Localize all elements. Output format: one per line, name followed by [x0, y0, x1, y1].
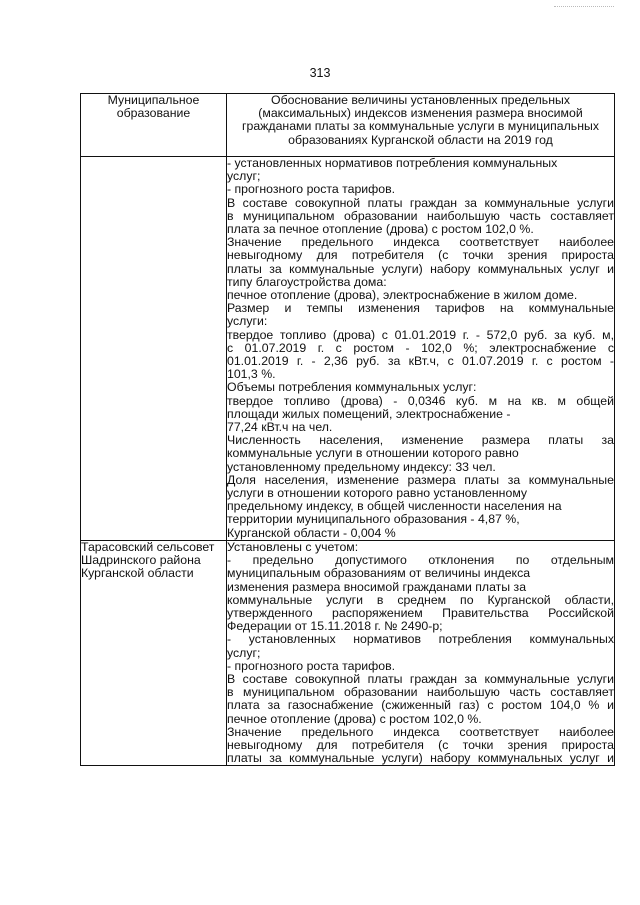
header-col2-line: Обоснование величины установленных предельных: [271, 93, 570, 107]
body-line: территории муниципального образования - 4,87 %,: [227, 512, 520, 527]
body-line: В составе совокупной платы граждан за коммунальные услуги: [227, 671, 614, 686]
body-line: Размер и темпы изменения тарифов на коммунальные: [227, 301, 614, 316]
body-line: - прогнозного роста тарифов.: [227, 182, 396, 197]
justification-cell: [227, 157, 615, 541]
body-line: печное отопление (дрова), электроснабжение в жилом доме.: [227, 288, 578, 303]
body-line: невыгодному для потребителя (с точки зрения прироста: [227, 737, 614, 752]
body-line: услуги в отношении которого равно установленному: [227, 486, 528, 501]
body-line: платы за коммунальные услуги) набору коммунальных услуг и: [227, 751, 614, 766]
table-row: [81, 540, 615, 765]
municipality-line: Шадринского района: [81, 553, 201, 568]
body-line: - предельно допустимого отклонения по отдельным: [227, 553, 614, 568]
body-line: Доля населения, изменение размера платы за коммунальные: [227, 472, 614, 487]
table-header-row: [81, 94, 615, 157]
header-col1-line: образование: [116, 106, 191, 121]
scan-edge-mark: [554, 6, 614, 8]
header-col1-line: Муниципальное: [107, 93, 200, 107]
body-line: Установлены с учетом:: [227, 539, 359, 554]
header-col2-line: гражданами платы за коммунальные услуги в муниципальных: [242, 119, 599, 134]
body-line: - прогнозного роста тарифов.: [227, 658, 396, 673]
municipality-line: Тарасовский сельсовет: [81, 539, 215, 554]
body-line: коммунальные услуги в отношении которого равно: [227, 446, 519, 461]
body-line: невыгодному для потребителя (с точки зрения прироста: [227, 248, 614, 263]
body-line: плата за газоснабжение (сжиженный газ) с ростом 104,0 % и: [227, 698, 614, 713]
body-line: плата за печное отопление (дрова) с ростом 102,0 %.: [227, 222, 534, 237]
body-line: утвержденного распоряжением Правительства Российской: [227, 605, 614, 620]
body-line: твердое топливо (дрова) с 01.01.2019 г. - 572,0 руб. за куб. м,: [227, 327, 614, 342]
body-line: Численность населения, изменение размера платы за: [227, 433, 614, 448]
body-line: платы за коммунальные услуги) набору коммунальных услуг и: [227, 261, 614, 276]
tariff-justification-table: [80, 93, 615, 766]
body-line: услуг;: [227, 169, 261, 184]
page-number: 313: [309, 66, 331, 80]
body-line: типу благоустройства дома:: [227, 274, 387, 289]
header-justification-cell: [227, 94, 615, 157]
body-line: - установленных нормативов потребления коммунальных: [227, 632, 614, 647]
body-line: твердое топливо (дрова) - 0,0346 куб. м на кв. м общей: [227, 393, 614, 408]
body-line: изменения размера вносимой гражданами платы за: [227, 579, 527, 594]
body-line: услуг;: [227, 645, 261, 660]
municipality-cell-continued: [81, 157, 227, 541]
body-line: печное отопление (дрова) с ростом 102,0 %.: [227, 711, 482, 726]
body-line: 01.01.2019 г. - 2,36 руб. за кВт.ч, с 01.07.2019 г. с ростом -: [227, 354, 614, 369]
header-municipality-cell: [81, 94, 227, 157]
table-row: [81, 157, 615, 541]
body-line: коммунальные услуги в среднем по Курганской области,: [227, 592, 614, 607]
municipality-cell: [81, 540, 227, 765]
body-line: Объемы потребления коммунальных услуг:: [227, 380, 477, 395]
body-line: 77,24 кВт.ч на чел.: [227, 420, 333, 435]
body-line: услуги:: [227, 314, 268, 329]
justification-cell: [227, 540, 615, 765]
body-line: В составе совокупной платы граждан за коммунальные услуги: [227, 195, 614, 210]
body-line: - установленных нормативов потребления коммунальных: [227, 156, 558, 170]
body-line: в муниципальном образовании наибольшую часть составляет: [227, 685, 614, 700]
body-line: установленному предельному индексу: 33 чел.: [227, 459, 496, 474]
body-line: в муниципальном образовании наибольшую часть составляет: [227, 208, 614, 223]
body-line: Значение предельного индекса соответствует наиболее: [227, 235, 614, 250]
body-line: площади жилых помещений, электроснабжение -: [227, 406, 511, 421]
body-line: предельному индексу, в общей численности населения на: [227, 499, 562, 514]
body-line: Значение предельного индекса соответствует наиболее: [227, 724, 614, 739]
municipality-line: Курганской области: [81, 566, 194, 581]
body-line: Федерации от 15.11.2018 г. № 2490-р;: [227, 619, 443, 634]
body-line: Курганской области - 0,004 %: [227, 525, 396, 540]
body-line: с 01.07.2019 г. с ростом - 102,0 %; электроснабжение с: [227, 340, 614, 355]
header-col2-line: образованиях Курганской области на 2019 год: [288, 132, 553, 147]
body-line: муниципальным образованиям от величины индекса: [227, 566, 531, 581]
header-col2-line: (максимальных) индексов изменения размера вносимой: [258, 106, 583, 121]
body-line: 101,3 %.: [227, 367, 276, 382]
